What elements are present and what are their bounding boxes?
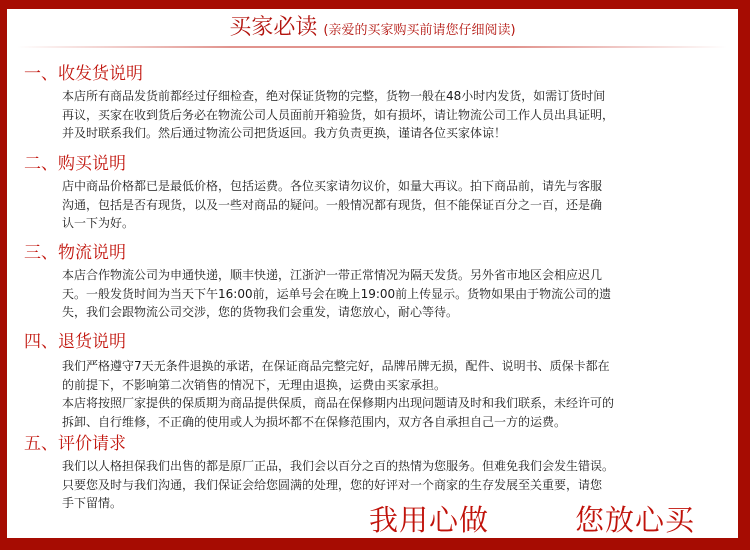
title-divider [17,46,727,48]
section-body [62,266,722,322]
slogan-left: 我用心做 [369,503,490,537]
body-line: 的前提下，不影响第二次销售的情况下，无理由退换，运费由买家承担。 [62,377,447,392]
section-heading: 二、购买说明 [24,154,126,174]
body-line: 我们以人格担保我们出售的都是原厂正品，我们会以百分之百的热情为您服务。但难免我们会发生错误。 [62,459,615,473]
body-line: 拆卸、自行维修，不正确的使用或人为损坏都不在保修范围内，双方各自承担自己一方的运费。 [62,414,567,429]
body-line: 沟通，包括是否有现货，以及一些对商品的疑问。一般情况都有现货，但不能保证百分之一百，还是确 [62,197,603,212]
body-line: 天。一般发货时间为当天下午16:00前，运单号会在晚上19:00前上传显示。货物如果由于物流公司的遗 [62,286,612,301]
page-title [7,9,738,46]
body-line: 本店将按照厂家提供的保质期为商品提供保质，商品在保修期内出现问题请及时和我们联系，未经许可的 [62,396,615,410]
section-heading: 四、退货说明 [24,332,126,352]
section-heading: 三、物流说明 [24,243,126,263]
body-line: 手下留情。 [62,496,123,510]
body-line: 只要您及时与我们沟通，我们保证会给您圆满的处理，您的好评对一个商家的生存发展至关重要，请您 [62,477,603,492]
body-line: 再议，买家在收到货后务必在物流公司人员面前开箱验货，如有损坏，请让物流公司工作人员出具证明， [62,107,615,122]
title-main: 买家必读 [229,15,318,40]
section-body [62,357,722,431]
body-line: 我们严格遵守7天无条件退换的承诺，在保证商品完整完好，品牌吊牌无损，配件、说明书、质保卡都在 [62,359,610,373]
section-heading: 一、收发货说明 [24,64,143,84]
slogan-right: 您放心买 [575,503,696,537]
notice-panel [7,9,738,538]
section-heading: 五、评价请求 [24,434,126,454]
body-line: 并及时联系我们。然后通过物流公司把货返回。我方负责更换，谨请各位买家体谅！ [62,126,507,140]
section-body [62,87,722,143]
body-line: 店中商品价格都已是最低价格，包括运费。各位买家请勿议价，如量大再议。拍下商品前，请先与客服 [62,179,603,193]
title-subtitle: (亲爱的买家购买前请您仔细阅读) [323,23,516,38]
body-line: 失，我们会跟物流公司交涉，您的货物我们会重发，请您放心，耐心等待。 [62,305,459,319]
body-line: 本店所有商品发货前都经过仔细检查，绝对保证货物的完整，货物一般在48小时内发货，如需订货时间 [62,89,606,103]
body-line: 认一下为好。 [62,216,135,230]
body-line: 本店合作物流公司为申通快递，顺丰快递，江浙沪一带正常情况为隔天发货。另外省市地区会相应迟几 [62,268,603,282]
section-body [62,177,722,233]
